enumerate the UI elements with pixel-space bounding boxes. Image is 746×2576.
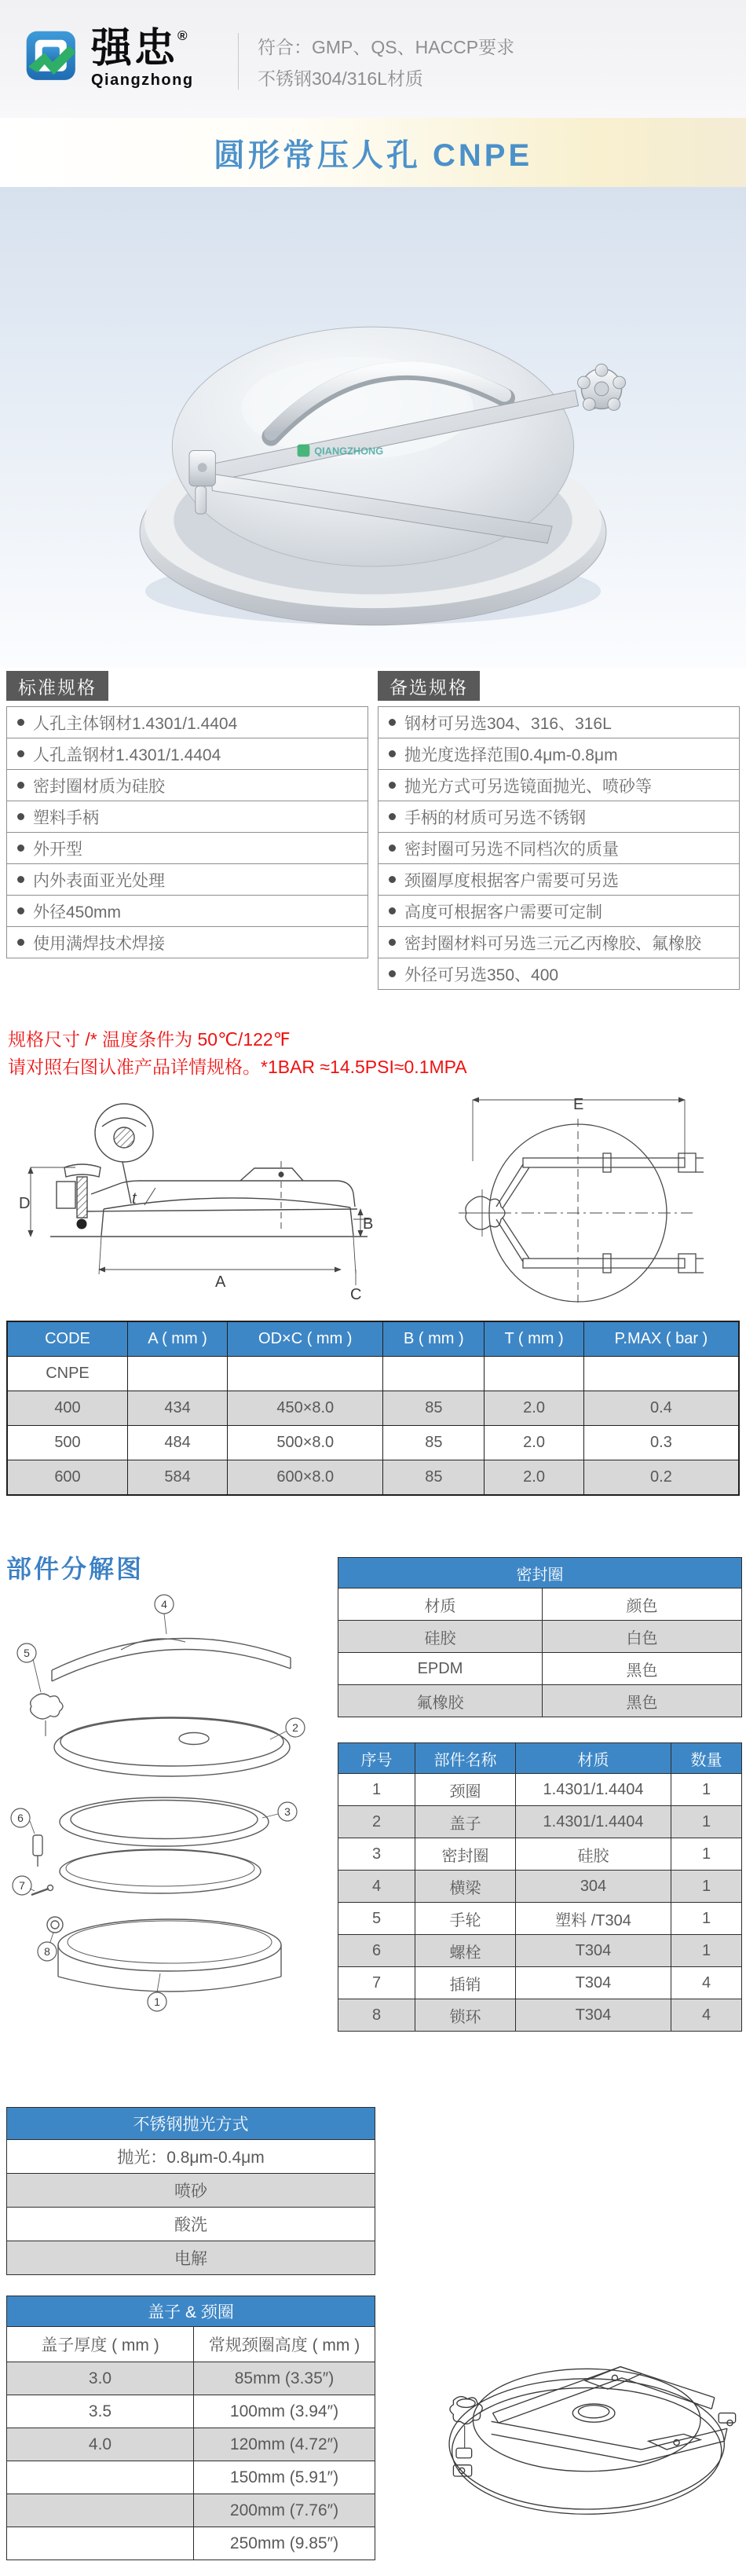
bullet-icon: [389, 813, 396, 820]
list-item: [378, 896, 739, 927]
table-row: [7, 2241, 375, 2275]
cell: 85: [383, 1391, 485, 1426]
cell: 黑色: [543, 1653, 742, 1685]
handwheel: [578, 364, 626, 410]
list-item: [7, 770, 368, 801]
cell: 6: [338, 1935, 415, 1967]
table-row: [7, 1460, 739, 1496]
spec-boxes: [0, 671, 746, 990]
bullet-icon: [389, 939, 396, 946]
cell: 1: [671, 1806, 742, 1838]
cell: 400: [7, 1391, 128, 1426]
spec-text: 钢材可另选304、316、316L: [404, 714, 612, 733]
product-hero: [0, 187, 746, 668]
cell: 锁环: [415, 1999, 516, 2032]
bullet-icon: [17, 845, 24, 852]
header-cell: P.MAX ( bar ): [583, 1321, 739, 1357]
technical-drawings: [0, 1089, 746, 1313]
cell: 4: [338, 1871, 415, 1903]
note-temperature: 规格尺寸 /* 温度条件为 50℃/122℉: [8, 1029, 291, 1050]
cell: 1: [671, 1935, 742, 1967]
bullet-icon: [17, 813, 24, 820]
spec-notes: [8, 1026, 746, 1081]
table-row: [7, 2174, 375, 2208]
table-header-row: [7, 1321, 739, 1357]
title-band: [0, 118, 746, 187]
cell: 2: [338, 1806, 415, 1838]
list-item: [378, 864, 739, 896]
cell: 8: [338, 1999, 415, 2032]
cell: 1: [671, 1838, 742, 1871]
seal-ring-table: [338, 1557, 742, 1717]
manhole-product-image: [75, 196, 671, 659]
table-title-row: [7, 2108, 375, 2140]
cell: 2.0: [485, 1460, 584, 1496]
table-row: [338, 1903, 742, 1935]
table-row: [7, 2362, 375, 2395]
dimension-table: [6, 1321, 740, 1496]
list-item: [7, 801, 368, 833]
spec-text: 抛光方式可另选镜面抛光、喷砂等: [404, 777, 652, 796]
spec-text: 外径可另选350、400: [404, 966, 559, 984]
callout-6: 6: [17, 1812, 24, 1824]
table-row: [7, 2527, 375, 2560]
dim-label-d: D: [19, 1195, 31, 1212]
cell: EPDM: [338, 1653, 543, 1685]
spec-text: 密封圈材质为硅胶: [33, 777, 165, 796]
optional-specs-list: [378, 706, 740, 990]
cell: [383, 1357, 485, 1391]
header-cell: 数量: [671, 1743, 742, 1774]
table-row: [338, 1774, 742, 1806]
brand-text: [91, 28, 194, 90]
cell: 喷砂: [7, 2174, 375, 2208]
list-item: [7, 833, 368, 864]
table-row: [7, 2428, 375, 2461]
exploded-parts-section: [0, 1549, 746, 2036]
table-row: [7, 2208, 375, 2241]
cell: 500: [7, 1426, 128, 1460]
cell: 150mm (5.91″): [194, 2461, 375, 2494]
cell: [228, 1357, 383, 1391]
table-row: [338, 1871, 742, 1903]
bullet-icon: [389, 970, 396, 977]
table-row: [338, 1967, 742, 1999]
qiangzhong-logo-icon: [24, 28, 82, 86]
table-row: [338, 1935, 742, 1967]
cell: [583, 1357, 739, 1391]
bullet-icon: [389, 845, 396, 852]
exploded-diagram: [3, 1582, 333, 2022]
brand-logo: [24, 28, 194, 90]
table-row: [338, 1838, 742, 1871]
cell: 434: [128, 1391, 228, 1426]
table-row: [7, 1357, 739, 1391]
spec-text: 高度可根据客户需要可定制: [404, 903, 602, 922]
table-title-row: [7, 2296, 375, 2327]
header-cell: 颜色: [543, 1588, 742, 1621]
page-title: 圆形常压人孔 CNPE: [213, 137, 533, 173]
list-item: [378, 801, 739, 833]
optional-specs-title: 备选规格: [378, 671, 480, 701]
header-cell: CODE: [7, 1321, 128, 1357]
bullet-icon: [17, 939, 24, 946]
spec-text: 人孔盖钢材1.4301/1.4404: [33, 746, 221, 764]
cell: 1: [671, 1871, 742, 1903]
brand-name-cn: 强忠: [91, 26, 178, 71]
list-item: [378, 770, 739, 801]
table-row: [338, 1621, 742, 1653]
cover-neck-table: [6, 2296, 375, 2560]
dim-label-t: t: [132, 1190, 137, 1207]
table-title: 盖子 & 颈圈: [7, 2296, 375, 2327]
cell: [128, 1357, 228, 1391]
table-row: [7, 2140, 375, 2174]
spec-text: 塑料手柄: [33, 808, 99, 827]
table-header-row: [338, 1588, 742, 1621]
cell: 电解: [7, 2241, 375, 2275]
cell: 85: [383, 1426, 485, 1460]
spec-text: 外开型: [33, 840, 82, 859]
bullet-icon: [17, 719, 24, 726]
cell: 3.0: [7, 2362, 194, 2395]
registered-mark: ®: [177, 28, 188, 43]
header-cell: 盖子厚度 ( mm ): [7, 2327, 194, 2362]
spec-text: 使用满焊技术焊接: [33, 934, 165, 953]
cell: 2.0: [485, 1391, 584, 1426]
callout-8: 8: [44, 1945, 50, 1958]
dim-label-b: B: [363, 1215, 374, 1233]
cell: 酸洗: [7, 2208, 375, 2241]
bullet-icon: [389, 750, 396, 757]
dim-label-e: E: [573, 1096, 584, 1113]
cell: 304: [516, 1871, 671, 1903]
header-taglines: [258, 31, 514, 94]
list-item: [378, 738, 739, 770]
list-item: [378, 958, 739, 989]
cell: 硅胶: [338, 1621, 543, 1653]
cell: 4: [671, 1967, 742, 1999]
cell: 1.4301/1.4404: [516, 1774, 671, 1806]
bullet-icon: [389, 782, 396, 789]
cell: [7, 2461, 194, 2494]
cell: 塑料 /T304: [516, 1903, 671, 1935]
header-cell: 常规颈圈高度 ( mm ): [194, 2327, 375, 2362]
cell: 颈圈: [415, 1774, 516, 1806]
table-row: [7, 2461, 375, 2494]
cell: 4: [671, 1999, 742, 2032]
polish-methods-table: [6, 2107, 375, 2275]
cell: 4.0: [7, 2428, 194, 2461]
spec-text: 密封圈材料可另选三元乙丙橡胶、氟橡胶: [404, 934, 701, 953]
header-cell: 材质: [338, 1588, 543, 1621]
cell: 氟橡胶: [338, 1685, 543, 1717]
spec-text: 人孔主体钢材1.4301/1.4404: [33, 714, 238, 733]
dim-label-c: C: [350, 1286, 362, 1303]
note-pressure: 请对照右图认准产品详情规格。*1BAR ≈14.5PSI≈0.1MPA: [8, 1057, 467, 1077]
cell: 85: [383, 1460, 485, 1496]
page-header: [0, 0, 746, 118]
dim-label-a: A: [215, 1273, 226, 1291]
cover-neck-section: [0, 2296, 746, 2576]
table-title: 密封圈: [338, 1558, 742, 1588]
spec-text: 手柄的材质可另选不锈钢: [404, 808, 586, 827]
cell: 手轮: [415, 1903, 516, 1935]
cell: 100mm (3.94″): [194, 2395, 375, 2428]
table-row: [338, 1999, 742, 2032]
brand-name-en: Qiangzhong: [91, 71, 194, 89]
bullet-icon: [389, 876, 396, 883]
callout-7: 7: [19, 1879, 25, 1892]
top-view-drawing: [380, 1089, 741, 1313]
table-row: [338, 1806, 742, 1838]
standard-specs-title: 标准规格: [6, 671, 108, 701]
cell: 螺栓: [415, 1935, 516, 1967]
optional-specs-box: [378, 671, 740, 990]
side-view-drawing: [5, 1089, 374, 1309]
cell: [7, 2527, 194, 2560]
bullet-icon: [17, 876, 24, 883]
table-row: [338, 1685, 742, 1717]
callout-1: 1: [154, 1995, 160, 2008]
cell: 1: [338, 1774, 415, 1806]
header-cell: 序号: [338, 1743, 415, 1774]
header-cell: 部件名称: [415, 1743, 516, 1774]
cell: 7: [338, 1967, 415, 1999]
table-title-row: [338, 1558, 742, 1588]
standard-specs-list: [6, 706, 368, 958]
bullet-icon: [17, 782, 24, 789]
cell: 2.0: [485, 1426, 584, 1460]
cell: 1: [671, 1774, 742, 1806]
table-row: [7, 2494, 375, 2527]
cell: 黑色: [543, 1685, 742, 1717]
list-item: [7, 738, 368, 770]
tagline-compliance: 符合：GMP、QS、HACCP要求: [258, 37, 515, 57]
cell: 横梁: [415, 1871, 516, 1903]
cell: [485, 1357, 584, 1391]
header-cell: T ( mm ): [485, 1321, 584, 1357]
bullet-icon: [17, 907, 24, 914]
spec-text: 密封圈可另选不同档次的质量: [404, 840, 619, 859]
isometric-line-drawing: [410, 2330, 740, 2523]
table-row: [7, 1391, 739, 1426]
cell: 600: [7, 1460, 128, 1496]
cell: 584: [128, 1460, 228, 1496]
callout-2: 2: [292, 1721, 298, 1734]
spec-text: 抛光度选择范围0.4μm-0.8μm: [404, 746, 618, 764]
cell: T304: [516, 1935, 671, 1967]
standard-specs-box: [6, 671, 368, 958]
list-item: [7, 707, 368, 738]
cell: 484: [128, 1426, 228, 1460]
spec-text: 内外表面亚光处理: [33, 871, 165, 890]
table-header-row: [338, 1743, 742, 1774]
cell: 250mm (9.85″): [194, 2527, 375, 2560]
spec-text: 外径450mm: [33, 903, 122, 922]
spec-text: 颈圈厚度根据客户需要可另选: [404, 871, 619, 890]
list-item: [7, 927, 368, 958]
cell: 450×8.0: [228, 1391, 383, 1426]
section-title: 部件分解图: [6, 1555, 144, 1583]
bullet-icon: [17, 750, 24, 757]
table-row: [338, 1653, 742, 1685]
list-item: [378, 707, 739, 738]
cell: 85mm (3.35″): [194, 2362, 375, 2395]
cell: 600×8.0: [228, 1460, 383, 1496]
cell: 3: [338, 1838, 415, 1871]
cell: T304: [516, 1999, 671, 2032]
cell: 0.4: [583, 1391, 739, 1426]
cell: CNPE: [7, 1357, 128, 1391]
cell: 硅胶: [516, 1838, 671, 1871]
cell: 3.5: [7, 2395, 194, 2428]
parts-list-table: [338, 1742, 742, 2032]
cell: 120mm (4.72″): [194, 2428, 375, 2461]
bullet-icon: [389, 719, 396, 726]
parts-tables: [338, 1557, 742, 2032]
tagline-material: 不锈钢304/316L材质: [258, 68, 423, 89]
table-title: 不锈钢抛光方式: [7, 2108, 375, 2140]
cell: 插销: [415, 1967, 516, 1999]
cell: 1.4301/1.4404: [516, 1806, 671, 1838]
cell: 5: [338, 1903, 415, 1935]
cell: 500×8.0: [228, 1426, 383, 1460]
table-header-row: [7, 2327, 375, 2362]
cell: [7, 2494, 194, 2527]
cell: 200mm (7.76″): [194, 2494, 375, 2527]
header-cell: 材质: [516, 1743, 671, 1774]
bullet-icon: [389, 907, 396, 914]
cell: 密封圈: [415, 1838, 516, 1871]
list-item: [7, 896, 368, 927]
header-divider: [238, 33, 239, 90]
table-row: [7, 1426, 739, 1460]
header-cell: B ( mm ): [383, 1321, 485, 1357]
cell: 0.2: [583, 1460, 739, 1496]
callout-3: 3: [284, 1805, 291, 1818]
svg-text:QIANGZHONG: QIANGZHONG: [314, 445, 384, 457]
cell: 0.3: [583, 1426, 739, 1460]
callout-5: 5: [24, 1647, 30, 1659]
table-row: [7, 2395, 375, 2428]
cell: 白色: [543, 1621, 742, 1653]
header-cell: OD×C ( mm ): [228, 1321, 383, 1357]
cell: 1: [671, 1903, 742, 1935]
list-item: [378, 833, 739, 864]
cell: 盖子: [415, 1806, 516, 1838]
callout-4: 4: [161, 1598, 167, 1610]
list-item: [7, 864, 368, 896]
cell: 抛光：0.8μm-0.4μm: [7, 2140, 375, 2174]
header-cell: A ( mm ): [128, 1321, 228, 1357]
cell: T304: [516, 1967, 671, 1999]
list-item: [378, 927, 739, 958]
